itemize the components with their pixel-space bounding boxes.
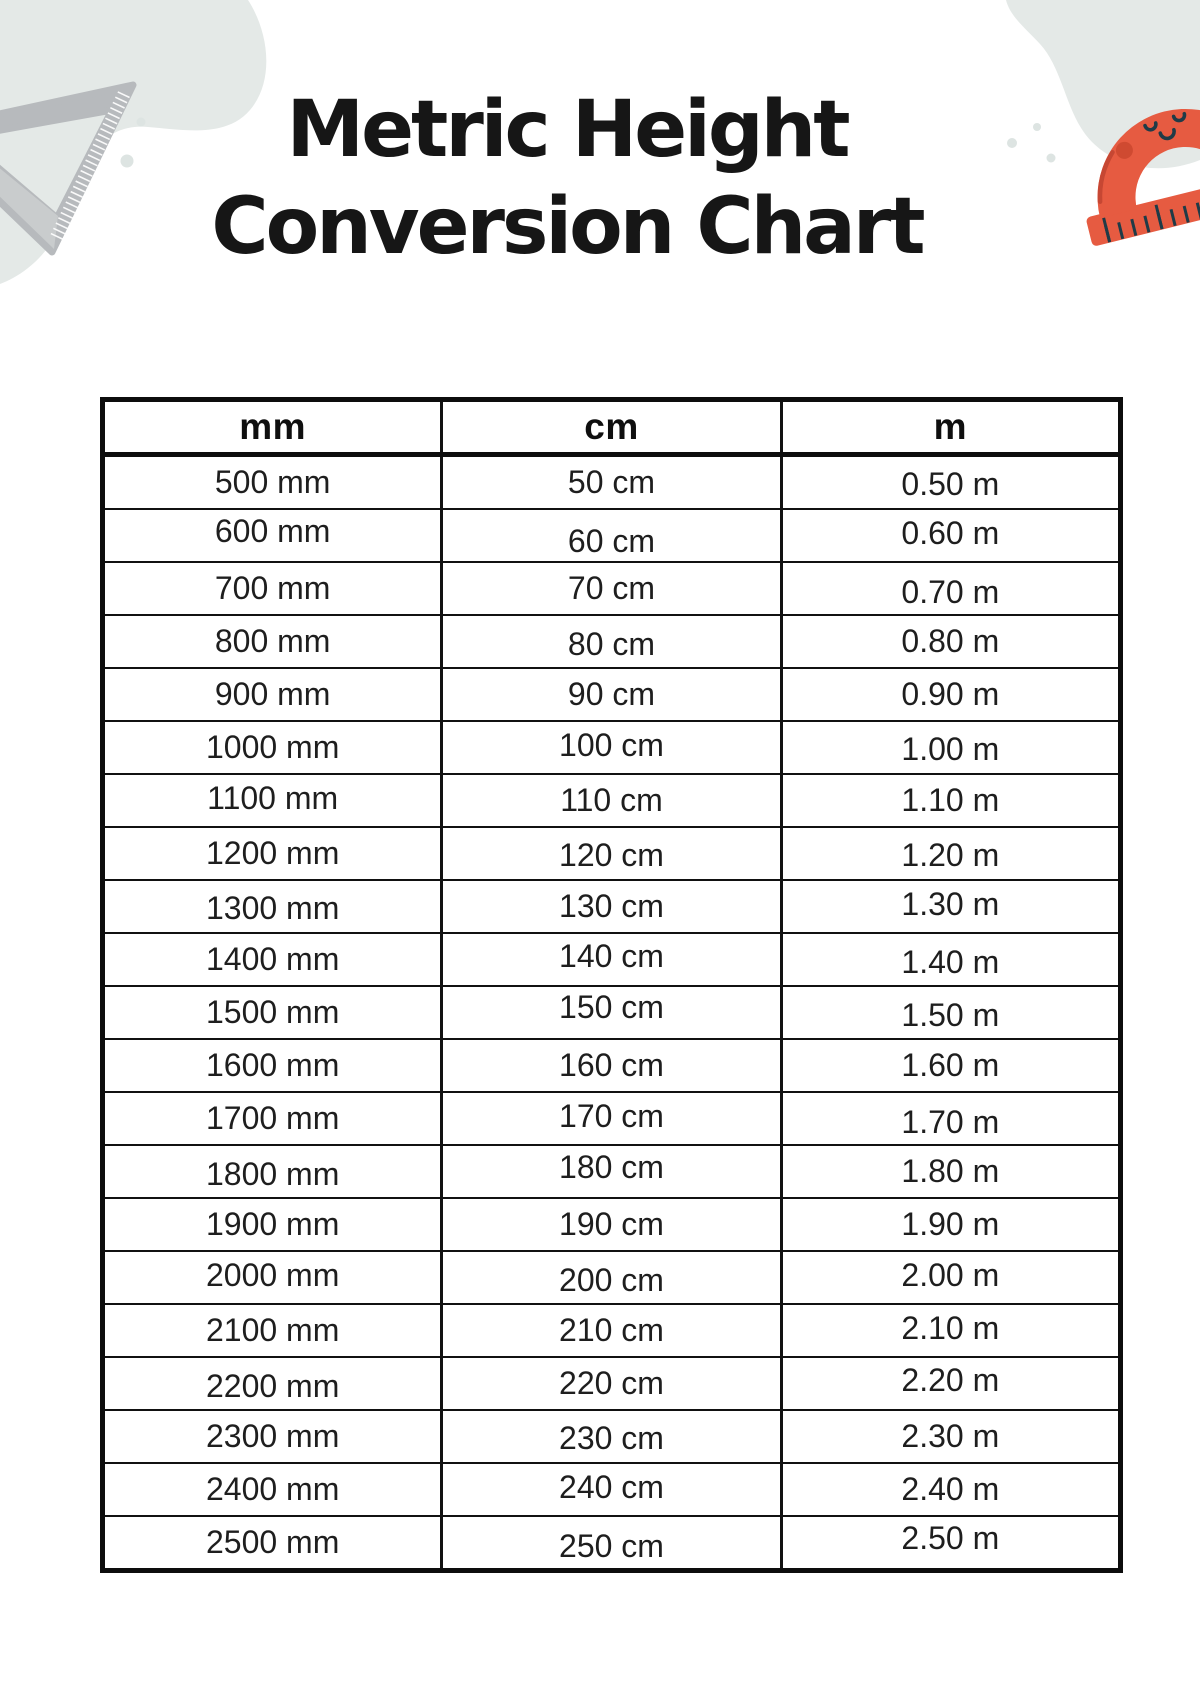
- table-cell: [442, 986, 781, 1039]
- table-cell: [442, 1092, 781, 1145]
- table-cell: [103, 986, 442, 1039]
- table-cell: [103, 509, 442, 562]
- table-row: [103, 1357, 1121, 1410]
- table-cell: [781, 827, 1120, 880]
- table-row: [103, 1039, 1121, 1092]
- cell-text: 1200 mm: [205, 835, 340, 871]
- table-cell: [442, 455, 781, 510]
- table-cell: [442, 880, 781, 933]
- cell-text: 1.90 m: [901, 1206, 1000, 1242]
- table-row: [103, 1251, 1121, 1304]
- cell-text: 1.00 m: [901, 731, 1000, 767]
- cell-text: 2.20 m: [901, 1362, 1000, 1398]
- cell-text: 130 cm: [559, 888, 664, 924]
- table-cell: [442, 774, 781, 827]
- table-row: [103, 933, 1121, 986]
- cell-text: 1.30 m: [901, 886, 1000, 922]
- table-cell: [103, 1304, 442, 1357]
- table-row: [103, 721, 1121, 774]
- table-cell: [103, 1198, 442, 1251]
- table-cell: [781, 1463, 1120, 1516]
- table-cell: [103, 721, 442, 774]
- cell-text: 170 cm: [559, 1098, 664, 1134]
- table-cell: [442, 1198, 781, 1251]
- cell-text: 1.20 m: [901, 837, 1000, 873]
- cell-text: 240 cm: [559, 1469, 664, 1505]
- table-row: [103, 1092, 1121, 1145]
- table-cell: [103, 1410, 442, 1463]
- cell-text: 0.70 m: [901, 574, 1000, 610]
- cell-text: 0.60 m: [901, 515, 1000, 551]
- cell-text: 2300 mm: [205, 1418, 340, 1454]
- table-row: [103, 455, 1121, 510]
- table-row: [103, 1198, 1121, 1251]
- cell-text: 0.50 m: [901, 466, 1000, 502]
- table-cell: [781, 1516, 1120, 1571]
- table-cell: [781, 668, 1120, 721]
- cell-text: 230 cm: [559, 1420, 664, 1456]
- table-cell: [103, 455, 442, 510]
- table-cell: [781, 1092, 1120, 1145]
- table-row: [103, 774, 1121, 827]
- table-cell: [103, 668, 442, 721]
- table-row: [103, 668, 1121, 721]
- cell-text: 80 cm: [567, 626, 656, 662]
- table-cell: [103, 615, 442, 668]
- cell-text: 2.10 m: [901, 1310, 1000, 1346]
- table-cell: [103, 1039, 442, 1092]
- table-cell: [103, 827, 442, 880]
- table-cell: [781, 721, 1120, 774]
- cell-text: 1.70 m: [901, 1104, 1000, 1140]
- cell-text: 60 cm: [567, 523, 656, 559]
- cell-text: 200 cm: [559, 1262, 664, 1298]
- conversion-table-header: [103, 400, 1121, 455]
- table-cell: [103, 1251, 442, 1304]
- cell-text: 1500 mm: [205, 994, 340, 1030]
- cell-text: 2100 mm: [205, 1312, 340, 1348]
- cell-text: 0.80 m: [901, 623, 1000, 659]
- cell-text: 100 cm: [559, 727, 664, 763]
- page-title-line2: Conversion Chart: [211, 182, 923, 272]
- table-cell: [442, 1357, 781, 1410]
- table-cell: [781, 1251, 1120, 1304]
- page-title: [0, 82, 1167, 276]
- table-cell: [781, 880, 1120, 933]
- header-row: [103, 400, 1121, 455]
- table-row: [103, 986, 1121, 1039]
- table-cell: [781, 1039, 1120, 1092]
- conversion-table: [100, 397, 1123, 1573]
- table-row: [103, 615, 1121, 668]
- table-cell: [781, 1410, 1120, 1463]
- column-header-m: m: [781, 400, 1120, 455]
- cell-text: 1.80 m: [901, 1153, 1000, 1189]
- page-title-line1: Metric Height: [286, 85, 848, 175]
- table-cell: [103, 1092, 442, 1145]
- table-cell: [781, 1198, 1120, 1251]
- cell-text: 160 cm: [559, 1047, 664, 1083]
- table-cell: [442, 721, 781, 774]
- table-cell: [442, 615, 781, 668]
- table-row: [103, 1410, 1121, 1463]
- cell-text: 500 mm: [214, 464, 331, 500]
- table-row: [103, 827, 1121, 880]
- table-cell: [442, 1251, 781, 1304]
- table-cell: [442, 1463, 781, 1516]
- table-cell: [442, 509, 781, 562]
- cell-text: 120 cm: [559, 837, 664, 873]
- table-cell: [781, 933, 1120, 986]
- cell-text: 50 cm: [567, 464, 656, 500]
- table-cell: [103, 562, 442, 615]
- cell-text: 1.10 m: [901, 782, 1000, 818]
- cell-text: 1100 mm: [207, 780, 339, 816]
- table-cell: [442, 562, 781, 615]
- cell-text: 2400 mm: [205, 1471, 340, 1507]
- table-cell: [442, 1516, 781, 1571]
- cell-text: 1300 mm: [205, 890, 340, 926]
- cell-text: 70 cm: [567, 570, 656, 606]
- table-cell: [781, 1357, 1120, 1410]
- cell-text: 150 cm: [559, 989, 664, 1025]
- table-cell: [781, 986, 1120, 1039]
- cell-text: 1.50 m: [901, 997, 1000, 1033]
- table-cell: [103, 1357, 442, 1410]
- table-row: [103, 880, 1121, 933]
- table-cell: [781, 615, 1120, 668]
- table-cell: [781, 1145, 1120, 1198]
- cell-text: 2.30 m: [901, 1418, 1000, 1454]
- table-row: [103, 1463, 1121, 1516]
- cell-text: 1600 mm: [205, 1047, 340, 1083]
- cell-text: 2.50 m: [901, 1520, 1000, 1556]
- table-cell: [442, 668, 781, 721]
- table-cell: [103, 880, 442, 933]
- table-cell: [442, 1304, 781, 1357]
- table-cell: [781, 509, 1120, 562]
- cell-text: 1700 mm: [205, 1100, 340, 1136]
- table-cell: [781, 562, 1120, 615]
- table-cell: [442, 1039, 781, 1092]
- table-cell: [442, 1145, 781, 1198]
- cell-text: 2000 mm: [205, 1257, 340, 1293]
- cell-text: 900 mm: [214, 676, 331, 712]
- cell-text: 1000 mm: [205, 729, 340, 765]
- cell-text: 220 cm: [559, 1365, 664, 1401]
- cell-text: 1.60 m: [901, 1047, 1000, 1083]
- cell-text: 180 cm: [559, 1149, 664, 1185]
- cell-text: 0.90 m: [901, 676, 1000, 712]
- cell-text: 2.40 m: [901, 1471, 1000, 1507]
- cell-text: 250 cm: [559, 1528, 664, 1564]
- column-header-mm: mm: [103, 400, 442, 455]
- table-cell: [442, 1410, 781, 1463]
- cell-text: 600 mm: [214, 513, 331, 549]
- table-row: [103, 1145, 1121, 1198]
- table-cell: [781, 774, 1120, 827]
- cell-text: 190 cm: [559, 1206, 664, 1242]
- table-cell: [103, 933, 442, 986]
- cell-text: 1800 mm: [205, 1156, 340, 1192]
- table-cell: [103, 774, 442, 827]
- table-cell: [442, 827, 781, 880]
- cell-text: 2.00 m: [901, 1257, 1000, 1293]
- cell-text: 1900 mm: [205, 1206, 340, 1242]
- table-cell: [781, 1304, 1120, 1357]
- cell-text: 90 cm: [567, 676, 656, 712]
- table-cell: [103, 1463, 442, 1516]
- column-header-cm: cm: [442, 400, 781, 455]
- table-cell: [103, 1516, 442, 1571]
- cell-text: 2500 mm: [205, 1524, 340, 1560]
- cell-text: 1.40 m: [901, 944, 1000, 980]
- conversion-table-body: [103, 455, 1121, 1571]
- cell-text: 110 cm: [560, 782, 663, 818]
- table-cell: [103, 1145, 442, 1198]
- table-cell: [781, 455, 1120, 510]
- cell-text: 700 mm: [214, 570, 331, 606]
- table-row: [103, 1304, 1121, 1357]
- cell-text: 800 mm: [214, 623, 331, 659]
- table-row: [103, 1516, 1121, 1571]
- cell-text: 2200 mm: [205, 1368, 340, 1404]
- table-row: [103, 562, 1121, 615]
- cell-text: 210 cm: [559, 1312, 664, 1348]
- table-cell: [442, 933, 781, 986]
- cell-text: 140 cm: [559, 938, 664, 974]
- cell-text: 1400 mm: [205, 941, 340, 977]
- table-row: [103, 509, 1121, 562]
